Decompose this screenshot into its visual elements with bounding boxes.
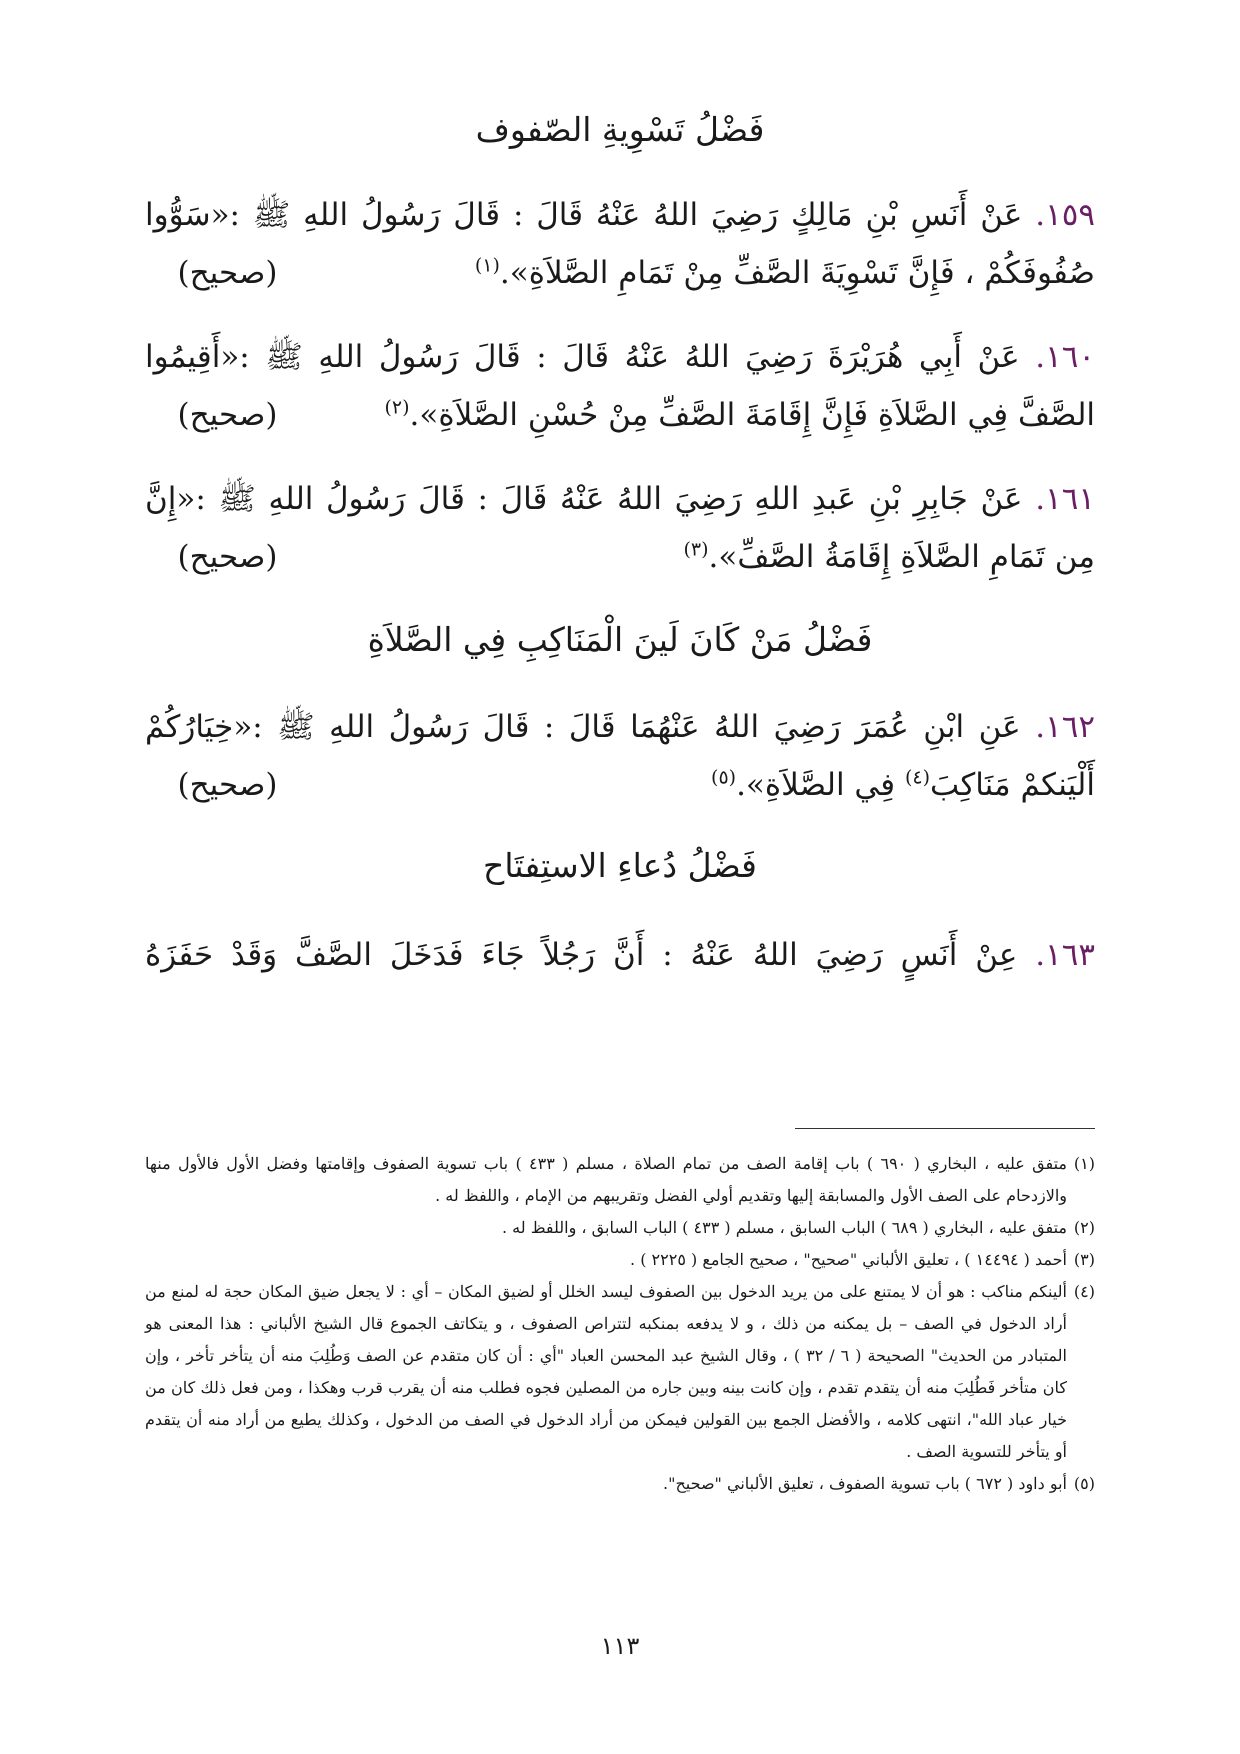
section-heading: فَضْلُ تَسْوِيةِ الصّفوف <box>475 110 765 149</box>
footnote-text: أبو داود ( ٦٧٢ ) باب تسوية الصفوف ، تعليق الألباني "صحيح". <box>663 1474 1067 1493</box>
grade-label: (صحيح) <box>177 767 278 803</box>
grade-label: (صحيح) <box>177 255 278 291</box>
footnote-mark: (٥) <box>1073 1474 1095 1493</box>
footnote-reference[interactable]: (١) <box>474 254 500 277</box>
footnote-mark: (٤) <box>1073 1282 1096 1301</box>
footnote-2 <box>145 1212 1095 1244</box>
hadith-text: عَنْ أَبِي هُرَيْرَةَ رَضِيَ اللهُ عَنْهُ قَالَ : قَالَ رَسُولُ اللهِ ﷺ :«أَقِيمُوا <box>145 339 1020 375</box>
footnote-reference[interactable]: (٣) <box>683 538 709 561</box>
hadith-162-line-2 <box>420 758 1095 812</box>
footnote-reference[interactable]: (٥) <box>711 766 737 789</box>
hadith-159-line-1 <box>145 188 1095 242</box>
hadith-text: فِي الصَّلاَةِ». <box>736 767 905 803</box>
section-heading: فَضْلُ دُعاءِ الاستِفتَاح <box>483 846 757 885</box>
footnote-5 <box>145 1468 1095 1500</box>
footnote-mark: (٢) <box>1073 1218 1095 1237</box>
hadith-162-line-1 <box>145 700 1095 754</box>
page-number: ١١٣ <box>600 1632 640 1660</box>
footnote-text: ألينكم مناكب : هو أن لا يمتنع على من يريد الدخول بين الصفوف ليسد الخلل أو لضيق المكان – أي : لا يجعل ضيق المكان حجة له لمنع من أراد الدخول في الصف – بل يمكنه من ذلك ، و لا يدفعه بمنكبه لتتراص الصفوف ، و يتكاتف الجموع قال الشيخ الألباني : هذا المعنى هو المتبادر من الحديث" الصحيحة ( ٦ / ٣٢ ) ، وقال الشيخ عبد المحسن العباد "أي : أن كان متقدم عن الصف وَطُلِبَ منه أن يتأخر تأخر ، وإن كان متأخر فَطُلِبَ منه أن يتقدم تقدم ، وإن كانت بينه وبين جاره من المصلين فجوه فطلب منه أن يقرب قرب وهكذا ، ومن فعل ذلك كان من خيار عباد الله"، انتهى كلامه ، والأفضل الجمع بين القولين فيمكن من أراد الدخول في الصف من الدخول ، وكذلك يطيع من أراد منه أن يتقدم أو يتأخر للتسوية الصف . <box>145 1282 1068 1461</box>
hadith-number: ١٥٩. <box>1035 197 1096 233</box>
hadith-text: عَنْ أَنَسِ بْنِ مَالِكٍ رَضِيَ اللهُ عَنْهُ قَالَ : قَالَ رَسُولُ اللهِ ﷺ :«سَوُّوا <box>145 197 1023 233</box>
footnote-3 <box>145 1244 1095 1276</box>
footnote-text: أحمد ( ١٤٤٩٤ ) ، تعليق الألباني "صحيح" ، صحيح الجامع ( ٢٢٢٥ ) . <box>630 1250 1067 1269</box>
hadith-text: مِن تَمَامِ الصَّلاَةِ إِقَامَةُ الصَّفِّ». <box>708 539 1095 575</box>
footnote-mark: (٣) <box>1073 1250 1095 1269</box>
hadith-number: ١٦٣. <box>1035 937 1095 973</box>
hadith-text: عِنْ أَنَسٍ رَضِيَ اللهُ عَنْهُ : أَنَّ رَجُلاً جَاءَ فَدَخَلَ الصَّفَّ وَقَدْ حَفَزَهُ <box>145 937 1018 973</box>
hadith-160-line-2 <box>384 388 1095 442</box>
hadith-163-line-1 <box>145 928 1095 982</box>
footnote-text: متفق عليه ، البخاري ( ٦٩٠ ) باب إقامة الصف من تمام الصلاة ، مسلم ( ٤٣٣ ) باب تسوية الصفوف وإقامتها وفضل الأول فالأول منها والازدحام على الصف الأول والمسابقة إليها وتقديم أولي الفضل وتقريبهم من الإمام ، واللفظ له . <box>145 1154 1067 1205</box>
footnote-text: متفق عليه ، البخاري ( ٦٨٩ ) الباب السابق ، مسلم ( ٤٣٣ ) الباب السابق ، واللفظ له . <box>501 1218 1067 1237</box>
section-heading: فَضْلُ مَنْ كَانَ لَينَ الْمَنَاكِبِ فِي الصَّلاَةِ <box>367 620 873 659</box>
footnotes <box>145 1148 1095 1500</box>
hadith-161-line-2 <box>420 530 1095 584</box>
footnote-reference[interactable]: (٢) <box>384 396 410 419</box>
hadith-number: ١٦٠. <box>1035 339 1096 375</box>
grade-label: (صحيح) <box>177 539 278 575</box>
hadith-text: أَلْيَنكمْ مَنَاكِبَ <box>930 767 1095 803</box>
footnote-1 <box>145 1148 1095 1212</box>
hadith-text: صُفُوفَكُمْ ، فَإِنَّ تَسْوِيَةَ الصَّفِّ مِنْ تَمَامِ الصَّلاَةِ». <box>499 255 1095 291</box>
hadith-text: الصَّفَّ فِي الصَّلاَةِ فَإِنَّ إِقَامَةَ الصَّفِّ مِنْ حُسْنِ الصَّلاَةِ». <box>409 397 1095 433</box>
footnote-reference[interactable]: (٤) <box>904 766 931 789</box>
hadith-text: عَنْ جَابِرِ بْنِ عَبدِ اللهِ رَضِيَ اللهُ عَنْهُ قَالَ : قَالَ رَسُولُ اللهِ ﷺ :«إِنَّ <box>145 481 1023 517</box>
hadith-number: ١٦١. <box>1035 481 1095 517</box>
hadith-text: عَنِ ابْنِ عُمَرَ رَضِيَ اللهُ عَنْهُمَا قَالَ : قَالَ رَسُولُ اللهِ ﷺ :«خِيَارُكُمْ <box>145 709 1021 745</box>
hadith-160-line-1 <box>145 330 1095 384</box>
hadith-159-line-2 <box>420 246 1095 300</box>
footnote-4 <box>145 1276 1095 1468</box>
hadith-number: ١٦٢. <box>1035 709 1095 745</box>
grade-label: (صحيح) <box>177 397 278 433</box>
footnote-divider <box>795 1128 1095 1129</box>
footnote-mark: (١) <box>1073 1154 1095 1173</box>
hadith-161-line-1 <box>145 472 1095 526</box>
